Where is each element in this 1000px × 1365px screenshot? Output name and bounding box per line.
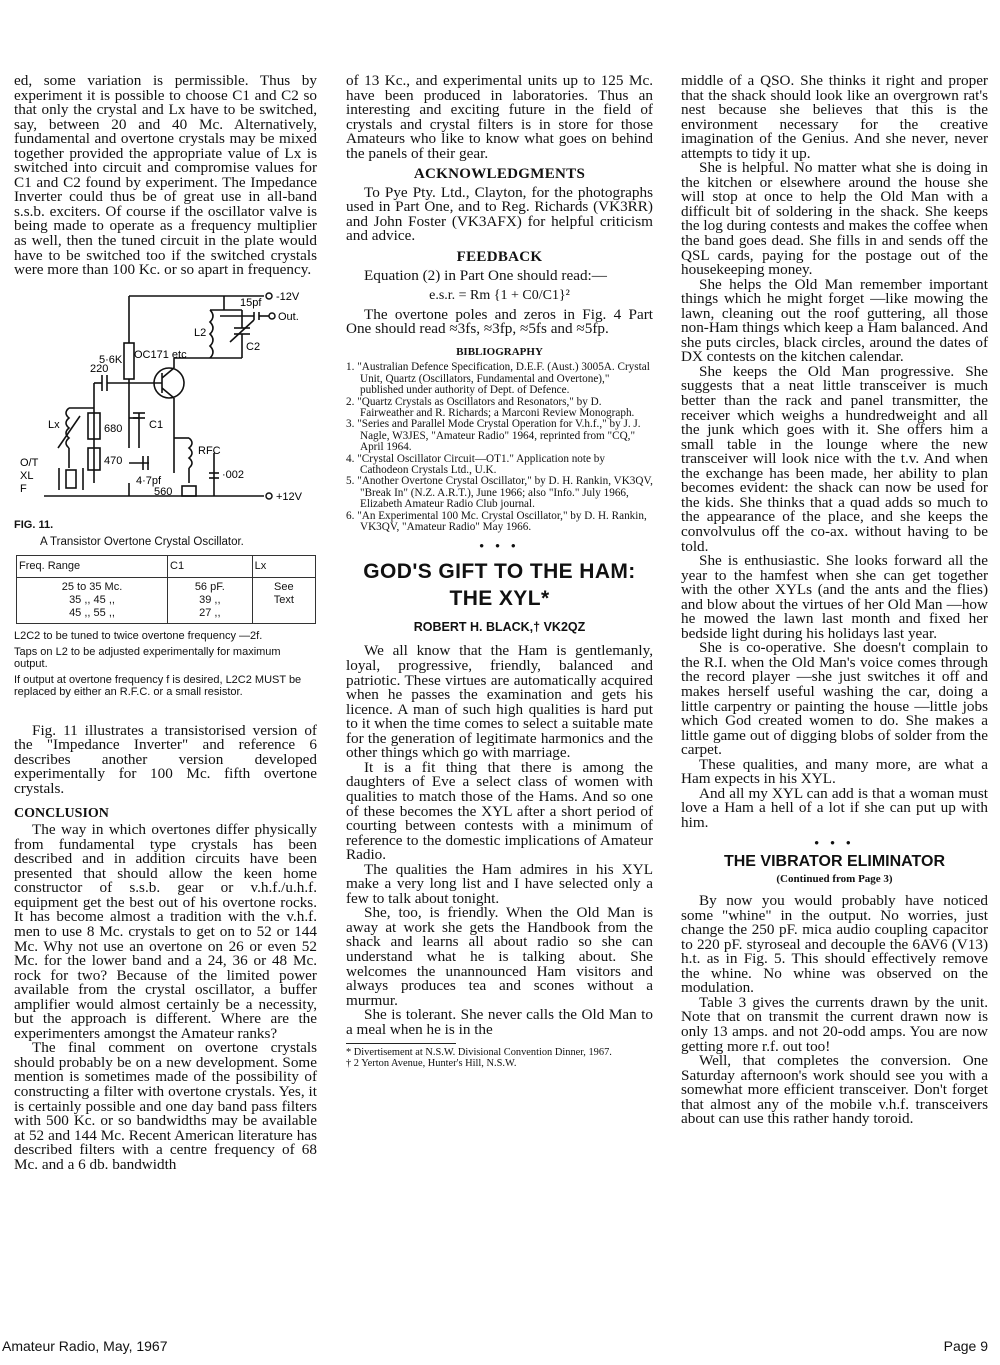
paragraph: She is tolerant. She never calls the Old Man to a meal when he is in the <box>346 1006 653 1038</box>
label-c47: 4·7pf <box>136 474 162 487</box>
list-item: 6. "An Experimental 100 Mc. Crystal Oscillator," by D. H. Rankin, VK3QV, "Amateur Radio" May 1966. <box>346 509 647 533</box>
paragraph: By now you would probably have noticed some "whine" in the output. No worries, just change the 250 pF. mica audio coupling capacitor to 220 pF. styroseal and decouple the 6AV6 (V13) h.t. as in Fig. 5. This should effectively remove the whine. No whine was observed on the modulation. <box>681 892 988 997</box>
footnotes <box>346 1043 653 1069</box>
vibrator-heading: THE VIBRATOR ELIMINATOR <box>723 852 946 870</box>
paragraph: To Pye Pty. Ltd., Clayton, for the photographs used in Part One, and to Reg. Richards (VK3RR) and John Foster (VK3AFX) for helpful criticism and advice. <box>346 183 653 245</box>
table-cell: Text <box>252 594 315 607</box>
label-lx: Lx <box>48 418 60 431</box>
crystal-table <box>16 555 316 624</box>
label-vneg: -12V <box>276 290 300 303</box>
paragraph: The final comment on overtone crystals should probably be on a new development. Some mention is sometimes made of the possibility of constructing a filter with overtone crystals. Yes, it is certainly possible and one day band pass filters with 500 Kc. or so bandwidths may be available at 52 and 144 Mc. Recent American literature has described filters with a centre frequency of 68 Mc. and a 6 db. bandwidth <box>14 1039 317 1173</box>
article-title-line-1: GOD'S GIFT TO THE HAM: <box>363 559 636 583</box>
list-item: 1. "Australian Defence Specification, D.E.F. (Aust.) 3005A. Crystal Unit, Quartz (Oscillators, Fundamental and Overtone)," published under authority of Dept. of Defence. <box>346 361 650 397</box>
paragraph: middle of a QSO. She thinks it right and proper that the shack should look like an overgrown rat's nest because she believes that this is the environment necessary for the creative imagination of the Genius. And she never, never attempts to tidy it up. <box>681 72 988 162</box>
figure-note: Taps on L2 to be adjusted experimentally for maximum output. <box>14 645 281 670</box>
label-rfc: RFC <box>198 444 221 457</box>
circuit-diagram <box>14 288 314 513</box>
label-out: Out. <box>278 310 299 323</box>
separator: • • • <box>479 538 520 554</box>
paragraph: She keeps the Old Man progressive. She suggests that a neat little transceiver is much better than the rack and panel transmitter, the receiver which weighs a hundredweight and all the junk which goes with it. She offers him a small table in the lounge where the new transceiver will look nice with the t.v. And when the exchange has been made, her ability to plan becomes evident: the shack can now be used for the kids. She thinks that a quad adds so much to the appearance of the place, and she keeps the convolvulus off the co-ax. without having to be told. <box>681 362 988 555</box>
figure-label: FIG. 11. <box>14 519 54 532</box>
separator: • • • <box>814 835 855 851</box>
paragraph: Fig. 11 illustrates a transistorised version of the "Impedance Inverter" and reference 6 describes another version developed experimentally for 100 Mc. fifth overtone crystals. <box>14 721 317 798</box>
table-row <box>17 577 316 594</box>
bibliography <box>346 362 653 533</box>
label-xtal-2: F <box>20 482 27 495</box>
figure-caption: A Transistor Overtone Crystal Oscillator. <box>40 535 244 548</box>
label-r470: 470 <box>104 454 123 467</box>
label-c1: C1 <box>149 418 164 431</box>
footnote: * Divertisement at N.S.W. Divisional Convention Dinner, 1967. <box>346 1047 612 1059</box>
label-c002: ·002 <box>222 468 245 481</box>
figure-note: L2C2 to be tuned to twice overtone frequency —2f. <box>14 629 263 642</box>
column-1 <box>14 74 317 1172</box>
list-item: 4. "Crystal Oscillator Circuit—OT1." Application note by Cathodeon Crystals Ltd., U.K. <box>346 452 605 476</box>
conclusion-heading: CONCLUSION <box>14 805 109 821</box>
divider <box>346 1043 456 1044</box>
feedback-heading: FEEDBACK <box>456 249 543 266</box>
paragraph: Table 3 gives the currents drawn by the unit. Note that on transmit the current drawn now is only 13 amps. and not 20-odd amps. You are now getting more r.f. out too! <box>681 993 988 1055</box>
figure-11 <box>14 288 317 550</box>
paragraph: Equation (2) in Part One should read:— <box>364 266 607 284</box>
label-xtal-0: O/T <box>20 456 39 469</box>
label-c2: C2 <box>246 340 261 353</box>
table-cell <box>252 607 315 624</box>
paragraph: These qualities, and many more, are what a Ham expects in his XYL. <box>681 755 988 788</box>
table-cell: 45 ,, 55 ,, <box>17 607 168 624</box>
table-cell: 39 ,, <box>168 594 253 607</box>
label-r560: 560 <box>154 485 173 498</box>
table-cell: See <box>252 577 315 594</box>
label-cap15: 15pf <box>240 296 262 309</box>
paragraph: She is enthusiastic. She looks forward all the year to the hamfest when she can get together with the other XYLs (and the ants and the flies) and blow about the virtues of her Old Man —how he mowed the lawn last month and fixed her bedside light during his holidays last year. <box>681 552 988 642</box>
table-row <box>17 607 316 624</box>
byline: ROBERT H. BLACK,† VK2QZ <box>413 619 586 634</box>
column-2 <box>346 74 653 1069</box>
bibliography-heading: BIBLIOGRAPHY <box>456 345 543 358</box>
table-cell: 56 pF. <box>168 577 253 594</box>
footer-page-number: Page 9 <box>943 1338 988 1354</box>
paragraph: The overtone poles and zeros in Fig. 4 Part One should read ≈3fs, ≈3fp, ≈5fs and ≈5fp. <box>346 305 653 338</box>
label-transistor: OC171 etc <box>134 348 187 361</box>
column-3 <box>681 74 988 1127</box>
label-r56k: 5·6K <box>99 353 123 366</box>
paragraph: ed, some variation is permissible. Thus by experiment it is possible to choose C1 and C2 so that only the crystal and Lx have to be switched, say, between 20 and 40 Mc. Alternatively, fundamental and overtone crystals may be mixed together provided the appropriate value of Lx is switched into circuit and compromise values for C1 and C2 found by experiment. The Impedance Inverter could thus be of great use in all-band s.s.b. exciters. Of course if the oscillator valve is being made to operate as a frequency multiplier as well, then the tuned circuit in the plate would have to be switched too if the switched crystals were more than 100 Kc. or so apart in frequency. <box>14 72 317 279</box>
table-cell: 35 ,, 45 ,, <box>17 594 168 607</box>
table-cell: 27 ,, <box>168 607 253 624</box>
article-title-line-2: THE XYL* <box>449 586 550 610</box>
table-cell: 25 to 35 Mc. <box>17 577 168 594</box>
figure-note: If output at overtone frequency f is desired, L2C2 MUST be replaced by either an R.F.C. or a small resistor. <box>14 673 302 698</box>
paragraph: She, too, is friendly. When the Old Man is away at work she gets the Handbook from the shack and learns all about radio so she can understand what he is talking about. She welcomes the unannounced Ham visitors and always produces tea and scones without a murmur. <box>346 904 653 1009</box>
paragraph: She is helpful. No matter what she is doing in the kitchen or elsewhere around the house she will stop at once to help the Old Man with a difficult bit of soldering in the shack. She keeps the log during contests and makes the coffee when the band goes dead. She fills in and sends off the QSL cards, paying for the postage out of the housekeeping money. <box>681 159 988 279</box>
label-xtal-1: XL <box>20 469 34 482</box>
paragraph: It is a fit thing that there is among the daughters of Eve a select class of women with qualities to match those of the Hams. And so one of these becomes the XYL after a short period of courting between contests with a minimum of reference to the domestic implications of Amateur Radio. <box>346 758 653 864</box>
label-c220: 220 <box>90 362 109 375</box>
label-r680: 680 <box>104 422 123 435</box>
acknowledgments-heading: ACKNOWLEDGMENTS <box>413 166 586 183</box>
label-l2: L2 <box>194 326 207 339</box>
paragraph: And all my XYL can add is that a woman must love a Ham a hell of a lot if she can put up with him. <box>681 784 988 831</box>
paragraph: The way in which overtones differ physically from fundamental type crystals has been described and in addition circuits have been presented that should allow the keen home constructor of s.s.b. gear or v.h.f./u.h.f. equipment get the best out of his overtone rocks. It has become almost a tradition with the v.h.f. men to use 8 Mc. crystals to get on to 52 or 144 Mc. Why not use an overtone on 26 or even 52 Mc. for the lower band and a 24, 36 or 48 Mc. rock for two? Because of the limited power available from the crystal oscillator, a buffer amplifier would almost certainly be a necessity, but the approach is different. Where are the experimenters amongst the Amateur ranks? <box>14 821 317 1042</box>
label-vpos: +12V <box>276 490 302 503</box>
table-header: Freq. Range <box>17 556 168 578</box>
list-item: 3. "Series and Parallel Mode Crystal Operation for V.h.f.," by J. J. Nagle, W3JES, "Amateur Radio" 1964, reprinted from "CQ," April 1964. <box>346 418 641 454</box>
paragraph: Well, that completes the conversion. One Saturday afternoon's work should see you with a somewhat more efficient transceiver. Don't forget that almost any of the mobile v.h.f. transceivers about can use this rather handy toroid. <box>681 1052 988 1128</box>
table-header: Lx <box>252 556 315 578</box>
equation: e.s.r. = Rm {1 + C0/C1}² <box>429 288 570 304</box>
paragraph: She is co-operative. She doesn't complain to the R.I. when the Old Man's voice comes through the record player —she just switches it off and makes herself useful washing the car, doing a little carpentry or painting the house —little jobs which God created women to do. She makes a little game out of digging blobs of solder from the carpet. <box>681 639 988 759</box>
list-item: 5. "Another Overtone Crystal Oscillator," by D. H. Rankin, VK3QV, "Break In" (N.Z. A.R.T.), June 1966; also "Info." July 1966, Elizabeth Amateur Radio Club journal. <box>346 475 653 511</box>
table-row <box>17 594 316 607</box>
footnote: † 2 Yerton Avenue, Hunter's Hill, N.S.W. <box>346 1058 517 1070</box>
continued-note: (Continued from Page 3) <box>776 872 893 885</box>
list-item: 2. "Quartz Crystals as Oscillators and Resonators," by D. Fairweather and R. Richards; a Marconi Review Monograph. <box>346 395 635 419</box>
paragraph: The qualities the Ham admires in his XYL make a very long list and I have selected only a few to talk about tonight. <box>346 860 653 907</box>
paragraph: She helps the Old Man remember important things which he might forget —like mowing the lawn, cleaning out the roof guttering, all those non-Ham things which keep a Ham balanced. And she puts circles, black circles, around the dates of DX contests on the kitchen calendar. <box>681 275 988 366</box>
paragraph: of 13 Kc., and experimental units up to 125 Mc. have been produced in laboratories. Thus an interesting and exciting future in the field of crystals and crystal filters is in store for those Amateurs who like to know what goes on behind the panels of their gear. <box>346 72 653 162</box>
table-header: C1 <box>168 556 253 578</box>
paragraph: We all know that the Ham is gentlemanly, loyal, progressive, friendly, balanced and patriotic. These virtues are automatically acquired when he passes the examination and gets his licence. A man of such high qualities is hard put to it when the time comes to select a suitable mate for the generation of legitimate harmonics and the other things which go with marriage. <box>346 642 653 762</box>
footer-publication: Amateur Radio, May, 1967 <box>2 1338 168 1354</box>
